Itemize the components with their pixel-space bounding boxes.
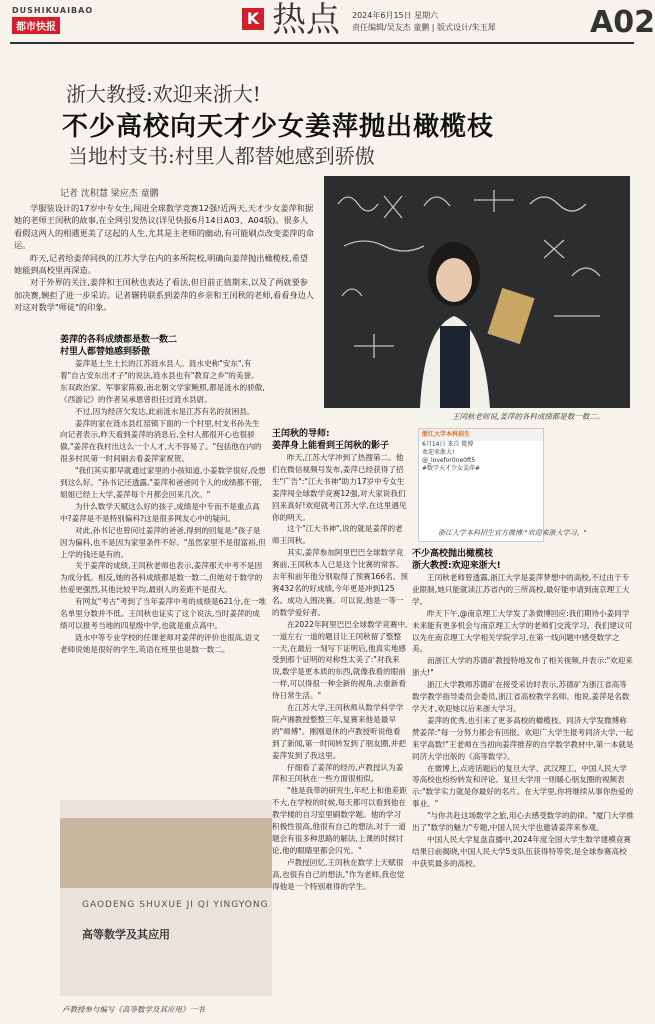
- body-paragraph: 其实,姜萍参加阿里巴巴全球数学竞赛前,王闰秋本人已是这个比赛的常客。去年和前年他分别取得了预赛166名、预赛432名的好成绩,今年更是冲到125名。成功入围决赛。可以说,他是一等一的数学爱好者。: [272, 548, 408, 617]
- top-rule: [10, 42, 634, 44]
- sub-headline: 当地村支书:村里人都替她感到骄傲: [68, 144, 375, 168]
- section-subtitle: 浙大教授:欢迎来浙大!: [412, 561, 501, 571]
- body-paragraph: 仔细看了姜萍的经历,卢教授认为姜萍和王闰秋在一些方面很相似。: [272, 762, 404, 784]
- body-paragraph: 昨天下午,@南京理工大学发了条微博回应:我们期待小姜同学未来能有更多机会与南京理工大学的老师们交流学习。我们建议可以先在南京理工大学相关学院学习,在第一线问题中感受数学之美。: [412, 608, 633, 654]
- section-subtitle: 村里人都替她感到骄傲: [60, 347, 151, 357]
- book-cover-band: [60, 818, 272, 888]
- book-cover: [60, 800, 272, 996]
- body-paragraph: "他是我带的研究生,年纪上和他差距不大,在学校的时候,每天都可以看到他在教学楼的自习室里刷数学题。他的学习积极性很高,他很有自己的想法,对于一道题会有很多种思路的解法,上课的时候讨论,他的眼睛里都会闪光。": [272, 786, 407, 855]
- body-paragraph: 姜萍的优秀,也引来了更多高校的橄榄枝。同济大学发微博称赞姜萍:"每一分努力都会有回报。欢迎广大学生报考同济大学,一起来学高数!"王老师在当初向姜萍推荐的自学数学教材中,第一本就是同济大学出版的《高等数学》。: [412, 715, 634, 761]
- dateline: 2024年6月15日 星期六: [352, 11, 439, 20]
- body-paragraph: 对此,孙书记也曾问过姜萍的爸爸,得到的回复是:"孩子是因为偏科,也不是因为家里条件不好。"虽然家里不是很富裕,但上学的钱还是有的。: [60, 525, 266, 559]
- section-subtitle: 姜萍身上能看到王闰秋的影子: [272, 441, 390, 451]
- body-paragraph: 不过,因为经济欠发达,此前涟水是江苏有名的贫困县。: [75, 406, 255, 416]
- weibo-line: 6月14日 来自 微博: [422, 441, 474, 448]
- lead-paragraphs: [14, 202, 316, 314]
- body-paragraph: 昨天,江苏大学冲到了热搜第二。他们在微信视频号发布,姜萍已经获得了招生"广告":"江大书神"助力17岁中专女生姜萍闯全球数学竞赛12强,对大家说我们回来真好!欢迎就考江苏大学,在这里遇见你的明天。: [272, 453, 407, 522]
- brand-k-icon: K: [242, 8, 264, 30]
- body-paragraph: "我们其实都早就通过家里的小孩知道,小姜数学很好,没想到这么好。"孙书记还透露,"姜萍和爸爸同个人的成绩都不错,姐姐已经上大学,姜萍每个月都会回来几次。": [60, 466, 266, 499]
- editors-credit: 责任编辑/吴友杰 童鹏 | 版式设计/朱玉犀: [352, 23, 496, 32]
- body-paragraph: 有网友"考古"考到了当年姜萍中考的成绩是621分,在一堆名单里分数并不低。王闰秋也证实了这个说法,当时姜萍的成绩可以报考当地的四星级中学,也就是重点高中。: [60, 597, 266, 630]
- kicker-headline: 浙大教授:欢迎来浙大!: [66, 82, 261, 106]
- byline: 记者 沈积慧 梁应杰 童鹏: [60, 189, 159, 199]
- column-1: [60, 334, 266, 792]
- body-paragraph: 这个"江大书神",说的就是姜萍的老师王闰秋。: [272, 524, 403, 546]
- body-paragraph: "与你共赴这场数学之旅,用心去感受数学的韵律。"厦门大学推出了"数学的魅力"专题,中国人民大学也邀请姜萍来参观。: [412, 811, 634, 833]
- column-3: [412, 548, 634, 1014]
- body-paragraph: 而浙江大学的苏德矿教授特地发布了相关视频,并表示:"欢迎来浙大!": [412, 656, 633, 678]
- book-title-english: GAODENG SHUXUE JI QI YINGYONG: [82, 900, 269, 910]
- brand-english: DUSHIKUAIBAO: [12, 6, 94, 15]
- main-headline: 不少高校向天才少女姜萍抛出橄榄枝: [62, 112, 495, 142]
- body-paragraph: 姜萍是土生土长的江苏涟水县人。涟水史称"安东",有着"自古安东出才子"的说法,涟水县也有"教育之乡"的美誉。东双政治家、军事家陈毅,南北朝文学家鲍照,都是涟水的骄傲,《西游记》的作者吴承恩曾担任过涟水县尉。: [60, 359, 265, 404]
- body-paragraph: 卢教授回忆,王闰秋在数学上天赋很高,也很有自己的想法,"作为老师,我也觉得他是一个特别难得的学生。: [272, 857, 405, 891]
- lead-paragraph: 对于外界的关注,姜萍和王闰秋也表达了看法,但目前正值期末,以及了两就要参加决赛,婉拒了进一步采访。记者辗转联系到姜萍的乡亲和王闰秋的老师,看看身边人对这对数学"师徒"的印象。: [14, 277, 314, 313]
- section-title: 热点: [272, 0, 340, 40]
- weibo-line: 欢迎来浙大!: [422, 449, 455, 456]
- weibo-line: @_lovefor0ne0ft5: [422, 457, 476, 464]
- weibo-line: #数学天才少女姜萍#: [422, 465, 481, 472]
- body-paragraph: 在2022年阿里巴巴全球数学竞赛中,一道左右一道的题目让王闰秋留了整整一天,在最后一刻写下证明后,他真实地感受到那个证明的对称性太美了:"对我来说,数学是更本质的东西,就像我看的眼前一样,可以得很一种全新的视角,去重新看待日常生活。": [272, 619, 408, 701]
- body-paragraph: 浙江大学教师苏德矿在接受采访时表示,苏德矿为浙江省高等数学教学指导委员会委员,浙江省高校教学名师。他说,姜萍是名数学天才,欢迎她以后来浙大学习。: [412, 680, 630, 713]
- brand-chinese: 都市快报: [12, 17, 60, 34]
- weibo-account-name: 浙江大学本科招生: [419, 429, 543, 441]
- body-paragraph: 为什么数学天赋这么好的孩子,成绩是中专而不是重点高中?姜萍是不是特别偏科?这是很多网友心中的疑问。: [60, 501, 260, 523]
- body-paragraph: 在微博上,点进话题后的复旦大学、武汉理工、中国人民大学等高校也纷纷转发和评论。复旦大学用一则暖心朋友圈的视频表示:"数学实力就是你最好的名片。在大学里,你将继续从事你热爱的事业。": [412, 763, 634, 809]
- photo-illustration: [324, 176, 630, 408]
- body-paragraph: 王闰秋老师曾透露,浙江大学是姜萍梦想中的高校,不过由于专业限制,她只能就读江苏省内的三所高校,最好能申请到南京理工大学。: [412, 573, 630, 606]
- section-subtitle: 王闰秋的导师:: [272, 429, 330, 439]
- book-title-chinese: 高等数学及其应用: [82, 928, 170, 941]
- body-paragraph: 涟水中等专业学校的任课老师对姜萍的评价也很高,语文老师说她是很好的学生,英语在班里也是数一数二。: [60, 632, 260, 654]
- chalkboard-photo: [324, 176, 630, 408]
- body-paragraph: 中国人民大学复盘直播中,2024年度全国大学生数学建模竞赛结果日前揭晓,中国人民大学5支队伍获得特等奖,是全球参赛高校中获奖最多的高校。: [412, 834, 631, 868]
- section-subtitle: 姜萍的各科成绩都是数一数二: [60, 335, 178, 345]
- lead-paragraph: 学服装设计的17岁中专女生,闯进全球数学竞赛12强!近两天,天才少女姜萍和据她的老师王闰秋的故事,在全网引发热议(详见快报6月14日A03、A04版)。很多人看假这两人的相遇更美了这起的人生,尤其是主老师的幽动,有可能刷点改变姜萍的命运。: [14, 203, 314, 251]
- page-number: A02: [590, 5, 655, 40]
- masthead-logo: [12, 6, 108, 34]
- photo-caption: 王闰秋老师说,姜萍的各科成绩都是数一数二。: [452, 412, 605, 421]
- body-paragraph: 关于姜萍的成绩,王闰秋老师也表示,姜萍那天中考不是因为成分低。相反,她的各科成绩都是数一数二,但她对于数学的热爱更强烈,其他比较平均,最别人的差距不是很大。: [60, 561, 263, 595]
- body-paragraph: 姜萍的家在涟水县红窑镇下面的一个村里,村支书孙先生向记者表示,昨天看到姜萍的消息后,全村人都很开心也很骄傲,"姜萍在我村出这么一个人才,大不容易了。"包括他在内的很多村民第一时间刷去看姜萍家祝贺。: [60, 418, 262, 464]
- section-subtitle: 不少高校抛出橄榄枝: [412, 549, 494, 559]
- column-2: [272, 428, 408, 1014]
- book-caption: 卢教授参与编写《高等数学及其应用》一书: [62, 1005, 205, 1014]
- weibo-screenshot: [418, 428, 544, 542]
- lead-paragraph: 昨天,记者给姜萍同执的江苏大学在内的多所院校,明确向姜萍抛出橄榄枝,希望她能到高校里再深造。: [14, 252, 308, 276]
- body-paragraph: 在江苏大学,王闰秋师从数学科学学院卢湘教授整整三年,复赛来他是最早的"师傅"。刚刚退休的卢教授听说他看到了新闻,第一时间转发到了朋友圈,并把姜萍发到了我这里。: [272, 703, 406, 760]
- weibo-caption: 浙江大学本科招生官方微博:"欢迎来浙大学习。": [438, 529, 587, 537]
